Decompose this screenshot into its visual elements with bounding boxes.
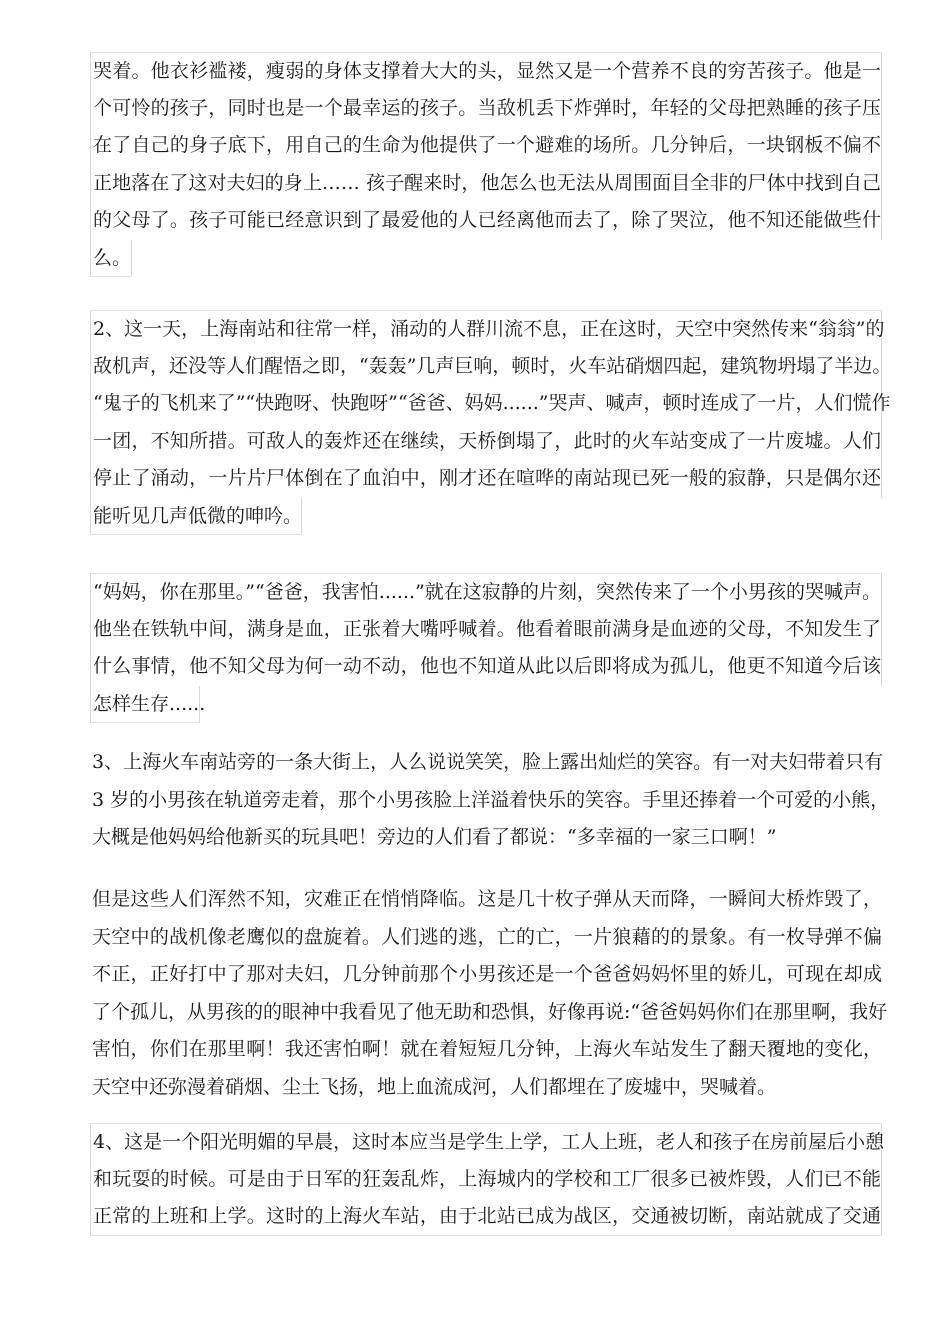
text-line: 大概是他妈妈给他新买的玩具吧！旁边的人们看了都说：“多幸福的一家三口啊！” [92,826,777,848]
text-line: 害怕，你们在那里啊！我还害怕啊！就在着短短几分钟，上海火车站发生了翻天覆地的变化， [92,1038,882,1060]
text-line: 他坐在铁轨中间，满身是血，正张着大嘴呼喊着。他看着眼前满身是血迹的父母，不知发生了 [90,611,882,649]
text-line: 不正，正好打中了那对夫妇，几分钟前那个小男孩还是一个爸爸妈妈怀里的娇儿，可现在却成 [92,963,882,985]
text-line: 个可怜的孩子，同时也是一个最幸运的孩子。当敌机丢下炸弹时，年轻的父母把熟睡的孩子压 [90,90,882,128]
text-line: 了个孤儿，从男孩的的眼神中我看见了他无助和恐惧，好像再说:“爸爸妈妈你们在那里啊，我好 [92,1000,888,1023]
paragraph-4 [90,881,888,1106]
text-line: 正地落在了这对夫妇的身上…… 孩子醒来时，他怎么也无法从周围面目全非的尸体中找到自己 [90,165,882,203]
paragraph-3-intro [90,744,890,857]
text-line: 3 岁的小男孩在轨道旁走着，那个小男孩脸上洋溢着快乐的笑容。手里还捧着一个可爱的小熊， [92,788,890,811]
paragraph-continuation [90,52,882,277]
text-line: 正常的上班和上学。这时的上海火车站，由于北站已成为战区，交通被切断，南站就成了交通 [90,1198,882,1236]
text-line: 么。 [90,240,132,278]
text-line: 什么事情，他不知父母为何一动不动，他也不知道从此以后即将成为孤儿，他更不知道今后该 [90,648,882,686]
text-line: 的父母了。孩子可能已经意识到了最爱他的人已经离他而去了，除了哭泣，他不知还能做些什 [90,202,882,240]
paragraph-3 [90,573,882,723]
text-line: 天空中的战机像老鹰似的盘旋着。人们逃的逃，亡的亡，一片狼藉的的景象。有一枚导弹不偏 [92,925,882,948]
text-line: 能听见几声低微的呻吟。 [90,498,302,536]
text-line: 4、这是一个阳光明媚的早晨，这时本应当是学生上学，工人上班，老人和孩子在房前屋后小憩 [90,1123,882,1161]
text-line: 在了自己的身子底下，用自己的生命为他提供了一个避难的场所。几分钟后，一块钢板不偏不 [90,127,882,165]
text-line: “妈妈，你在那里。”“爸爸，我害怕......”就在这寂静的片刻，突然传来了一个小男孩的哭喊声。 [90,573,882,611]
text-line: 怎样生存...... [90,686,200,724]
paragraph-2 [90,310,892,535]
paragraph-5 [90,1123,885,1236]
text-line: “鬼子的飞机来了”“快跑呀、快跑呀”“爸爸、妈妈......”哭声、喊声，顿时连成了一片，人们慌作 [90,385,882,423]
text-line: 敌机声，还没等人们醒悟之即，“轰轰”几声巨响，顿时，火车站硝烟四起，建筑物坍塌了半边。 [90,348,882,386]
text-line: 3、上海火车南站旁的一条大街上，人么说说笑笑，脸上露出灿烂的笑容。有一对夫妇带着只有 [92,751,884,773]
text-line: 哭着。他衣衫褴褛，瘦弱的身体支撑着大大的头，显然又是一个营养不良的穷苦孩子。他是一 [90,52,882,90]
text-line: 停止了涌动，一片片尸体倒在了血泊中，刚才还在喧哗的南站现已死一般的寂静，只是偶尔还 [90,460,882,498]
text-line: 但是这些人们浑然不知，灾难正在悄悄降临。这是几十枚子弹从天而降，一瞬间大桥炸毁了， [92,888,882,910]
text-line: 一团，不知所措。可敌人的轰炸还在继续，天桥倒塌了，此时的火车站变成了一片废墟。人们 [90,423,882,461]
text-line: 2、这一天，上海南站和往常一样，涌动的人群川流不息，正在这时，天空中突然传来“翁翁”的 [90,310,882,348]
text-line: 天空中还弥漫着硝烟、尘土飞扬，地上血流成河，人们都埋在了废墟中，哭喊着。 [92,1075,777,1098]
text-line: 和玩耍的时候。可是由于日军的狂轰乱炸，上海城内的学校和工厂很多已被炸毁，人们已不能 [90,1161,882,1199]
